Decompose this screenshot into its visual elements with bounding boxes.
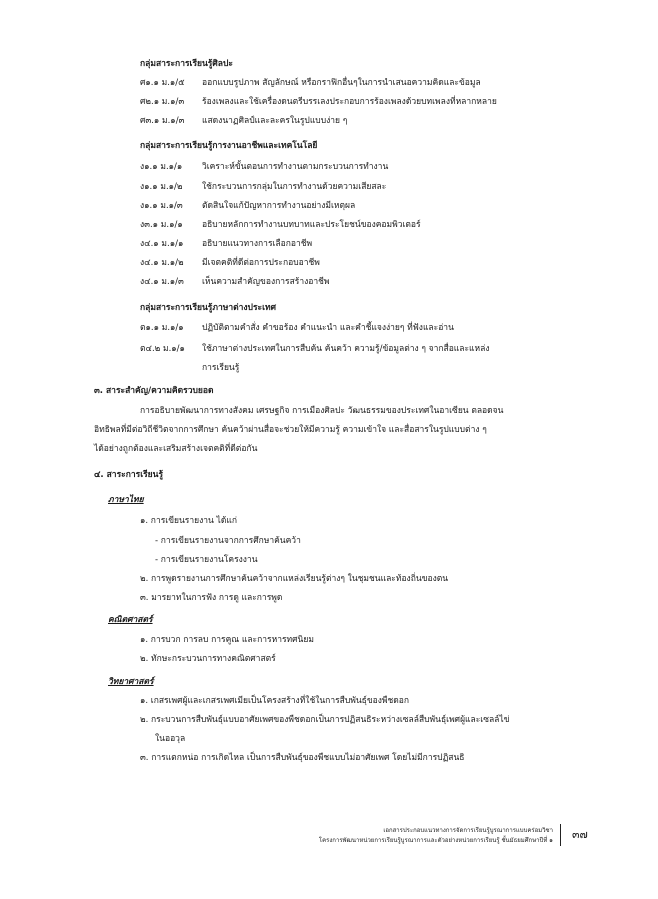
indicator-code: ศ๑.๑ ม.๑/๕ [140, 78, 185, 88]
section-3-paragraph-line-3: ได้อย่างถูกต้องและเสริมสร้างเจตคติที่ดีต่อกัน [94, 444, 258, 454]
career-heading: กลุ่มสาระการเรียนรู้การงานอาชีพและเทคโนโลยี [140, 141, 318, 151]
foreign-indicator-2 [140, 343, 490, 355]
indicator-text: ออกแบบรูปภาพ สัญลักษณ์ หรือกราฟิกอื่นๆในการนำเสนอความคิดและข้อมูล [202, 78, 481, 88]
thai-line-1: ๑. การเขียนรายงาน ได้แก่ [140, 516, 237, 526]
indicator-text: เห็นความสำคัญของการสร้างอาชีพ [202, 277, 330, 287]
indicator-text: อธิบายแนวทางการเลือกอาชีพ [202, 239, 313, 249]
indicator-code: ง๔.๑ ม.๑/๒ [140, 258, 184, 268]
indicator-text: มีเจตคติที่ดีต่อการประกอบอาชีพ [202, 258, 320, 268]
indicator-text: ร้องเพลงและใช้เครื่องดนตรีบรรเลงประกอบการร้องเพลงด้วยบทเพลงที่หลากหลาย [202, 97, 497, 107]
thai-heading: ภาษาไทย [108, 495, 144, 505]
arts-indicator-1 [140, 77, 481, 89]
foreign-indicator-2-continuation: การเรียนรู้ [202, 363, 240, 373]
math-heading: คณิตศาสตร์ [108, 615, 153, 625]
section-3-paragraph-line-2: อิทธิพลที่มีต่อวิถีชีวิตจากการศึกษา ค้นคว้าผ่านสื่อจะช่วยให้มีความรู้ ความเข้าใจ และสื่อสารในรูปแบบต่าง ๆ [94, 425, 487, 435]
thai-line-2: - การเขียนรายงานจากการศึกษาค้นคว้า [155, 536, 301, 546]
indicator-code: ง๔.๑ ม.๑/๑ [140, 239, 184, 249]
career-indicator-6 [140, 257, 320, 269]
indicator-code: ง๑.๑ ม.๑/๒ [140, 182, 183, 192]
footer-line-1: เอกสารประกอบแนวทางการจัดการเรียนรู้บูรณาการแบบคร่อมวิชา [383, 827, 553, 834]
indicator-code: ศ๓.๑ ม.๑/๓ [140, 116, 185, 126]
thai-line-4: ๒. การพูดรายงานการศึกษาค้นคว้าจากแหล่งเรียนรู้ต่างๆ ในชุมชนและท้องถิ่นของตน [140, 574, 449, 584]
indicator-text: ปฏิบัติตามคำสั่ง คำขอร้อง คำแนะนำ และคำชี้แจงง่ายๆ ที่ฟังและอ่าน [202, 323, 454, 333]
career-indicator-4 [140, 219, 421, 231]
indicator-code: ต๔.๒ ม.๑/๑ [140, 344, 185, 354]
page-number: ๓๗ [572, 828, 588, 841]
arts-indicator-3 [140, 115, 347, 127]
footer-divider [560, 824, 561, 846]
indicator-text: แสดงนาฏศิลป์และละครในรูปแบบง่าย ๆ [202, 116, 348, 126]
career-indicator-1 [140, 161, 388, 173]
thai-line-5: ๓. มารยาทในการฟัง การดู และการพูด [140, 593, 283, 603]
indicator-code: ง๑.๑ ม.๑/๑ [140, 162, 183, 172]
arts-heading: กลุ่มสาระการเรียนรู้ศิลปะ [140, 59, 233, 69]
indicator-text: ตัดสินใจแก้ปัญหาการทำงานอย่างมีเหตุผล [202, 201, 356, 211]
science-heading: วิทยาศาสตร์ [108, 677, 154, 687]
indicator-text: ใช้กระบวนการกลุ่มในการทำงานด้วยความเสียสละ [202, 182, 387, 192]
indicator-text: วิเคราะห์ขั้นตอนการทำงานตามกระบวนการทำงาน [202, 162, 389, 172]
math-line-2: ๒. ทักษะกระบวนการทางคณิตศาสตร์ [140, 654, 276, 664]
foreign-indicator-1 [140, 322, 454, 334]
section-3-heading: ๓. สาระสำคัญ/ความคิดรวบยอด [94, 386, 214, 396]
thai-line-3: - การเขียนรายงานโครงงาน [155, 555, 258, 565]
indicator-code: ง๑.๑ ม.๑/๓ [140, 201, 183, 211]
science-line-3: ๓. การแตกหน่อ การเกิดไหล เป็นการสืบพันธุ์ของพืชแบบไม่อาศัยเพศ โดยไม่มีการปฏิสนธิ [140, 753, 465, 763]
career-indicator-7 [140, 276, 330, 288]
section-4-heading: ๔. สาระการเรียนรู้ [94, 470, 164, 480]
career-indicator-5 [140, 238, 312, 250]
math-line-1: ๑. การบวก การลบ การคูณ และการหารทศนิยม [140, 635, 314, 645]
career-indicator-3 [140, 200, 355, 212]
section-3-paragraph-line-1: การอธิบายพัฒนาการทางสังคม เศรษฐกิจ การเมืองศิลปะ วัฒนธรรมของประเทศในอาเซียน ตลอดจน [140, 406, 504, 416]
career-indicator-2 [140, 181, 386, 193]
foreign-heading: กลุ่มสาระการเรียนรู้ภาษาต่างประเทศ [140, 303, 276, 313]
indicator-code: ศ๒.๑ ม.๑/๓ [140, 97, 185, 107]
indicator-code: ง๓.๑ ม.๑/๑ [140, 220, 183, 230]
footer-line-2: โครงการพัฒนาหน่วยการเรียนรู้บูรณาการและตัวอย่างหน่วยการเรียนรู้ ชั้นมัธยมศึกษาปีที่ ๑ [318, 837, 553, 844]
science-line-2: ๒. กระบวนการสืบพันธุ์แบบอาศัยเพศของพืชดอกเป็นการปฏิสนธิระหว่างเซลล์สืบพันธุ์เพศผู้และเซลล์ไข่ [140, 715, 510, 725]
science-line-1: ๑. เกสรเพศผู้และเกสรเพศเมียเป็นโครงสร้างที่ใช้ในการสืบพันธุ์ของพืชดอก [140, 696, 410, 706]
indicator-text: อธิบายหลักการทำงานบทบาทและประโยชน์ของคอมพิวเตอร์ [202, 220, 421, 230]
indicator-code: ต๑.๑ ม.๑/๑ [140, 323, 184, 333]
indicator-code: ง๔.๑ ม.๑/๓ [140, 277, 184, 287]
arts-indicator-2 [140, 96, 497, 108]
indicator-text: ใช้ภาษาต่างประเทศในการสืบค้น ค้นคว้า ความรู้/ข้อมูลต่าง ๆ จากสื่อและแหล่ง [202, 344, 490, 354]
science-line-2-continuation: ในออวุล [155, 734, 186, 744]
